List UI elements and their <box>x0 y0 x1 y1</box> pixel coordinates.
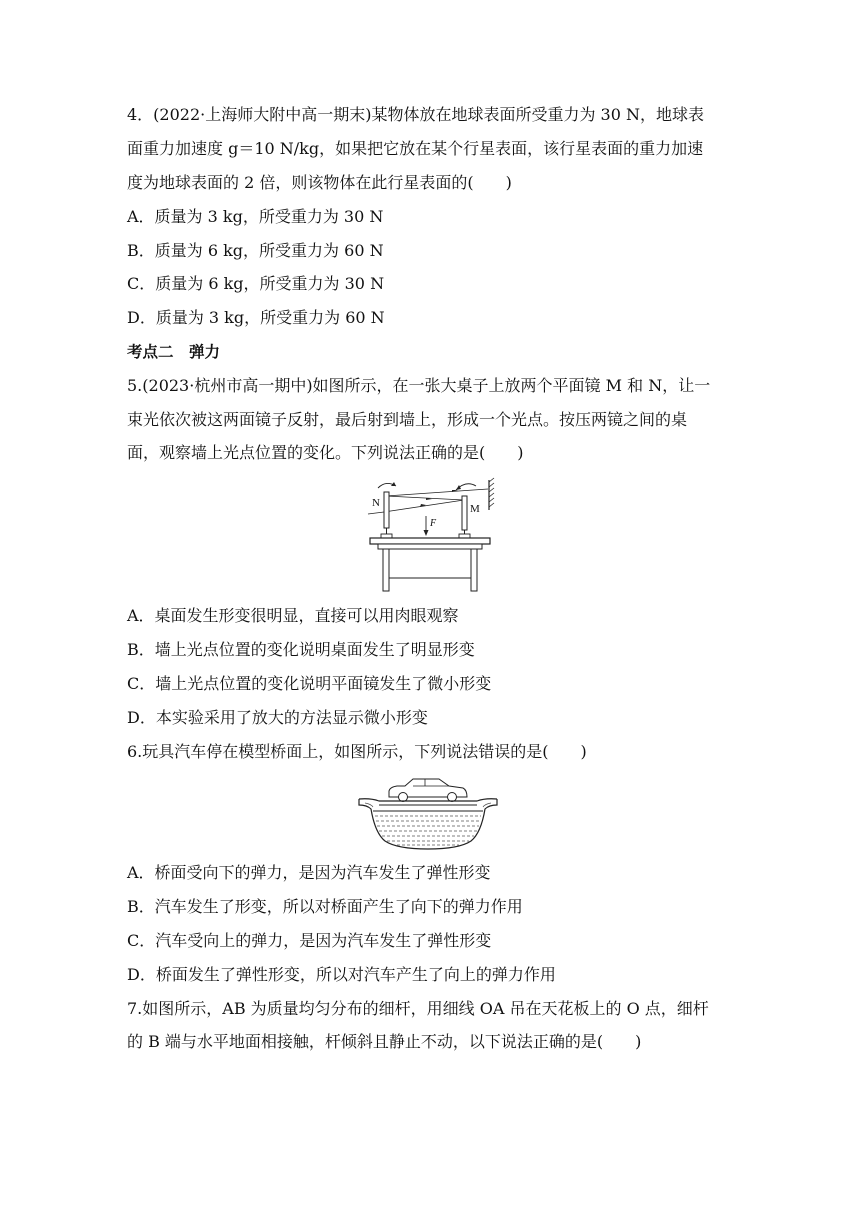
q5-option-a: A．桌面发生形变很明显，直接可以用肉眼观察 <box>127 606 459 625</box>
q4-option-d: D．质量为 3 kg，所受重力为 60 N <box>127 308 385 327</box>
bridge-car-figure <box>357 775 499 851</box>
q7-stem-line-1: 7.如图所示，AB 为质量均匀分布的细杆，用细线 OA 吊在天花板上的 O 点，细杆 <box>127 999 709 1018</box>
mirror-n-label: N <box>372 497 380 509</box>
q5-stem-line-2: 束光依次被这两面镜子反射，最后射到墙上，形成一个光点。按压两镜之间的桌 <box>127 410 688 429</box>
q6-option-b: B．汽车发生了形变，所以对桥面产生了向下的弹力作用 <box>127 897 523 916</box>
q4-stem-line-2: 面重力加速度 g＝10 N/kg，如果把它放在某个行星表面，该行星表面的重力加速 <box>127 139 704 158</box>
q4-option-b: B．质量为 6 kg，所受重力为 60 N <box>127 241 384 260</box>
q5-option-c: C．墙上光点位置的变化说明平面镜发生了微小形变 <box>127 674 492 693</box>
mirror-table-figure <box>366 476 506 594</box>
section-heading: 考点二 弹力 <box>127 343 221 361</box>
force-label: F <box>430 518 437 529</box>
q7-stem-line-2: 的 B 端与水平地面相接触，杆倾斜且静止不动，以下说法正确的是( ) <box>127 1032 642 1051</box>
q6-option-c: C．汽车受向上的弹力，是因为汽车发生了弹性形变 <box>127 931 492 950</box>
q4-stem-line-3: 度为地球表面的 2 倍，则该物体在此行星表面的( ) <box>127 173 512 192</box>
q4-option-a: A．质量为 3 kg，所受重力为 30 N <box>127 207 384 226</box>
q5-option-b: B．墙上光点位置的变化说明桌面发生了明显形变 <box>127 640 475 659</box>
q4-option-c: C．质量为 6 kg，所受重力为 30 N <box>127 274 385 293</box>
q6-option-a: A．桥面受向下的弹力，是因为汽车发生了弹性形变 <box>127 863 491 882</box>
q5-option-d: D．本实验采用了放大的方法显示微小形变 <box>127 708 428 727</box>
q6-option-d: D．桥面发生了弹性形变，所以对汽车产生了向上的弹力作用 <box>127 965 556 984</box>
mirror-m-label: M <box>470 503 480 515</box>
q6-stem-line-1: 6.玩具汽车停在模型桥面上，如图所示，下列说法错误的是( ) <box>127 742 587 761</box>
q4-stem-line-1: 4．(2022·上海师大附中高一期末)某物体放在地球表面所受重力为 30 N，地球表 <box>127 105 705 124</box>
q5-stem-line-1: 5.(2023·杭州市高一期中)如图所示，在一张大桌子上放两个平面镜 M 和 N，让一 <box>127 376 711 395</box>
q5-stem-line-3: 面，观察墙上光点位置的变化。下列说法正确的是( ) <box>127 443 524 462</box>
